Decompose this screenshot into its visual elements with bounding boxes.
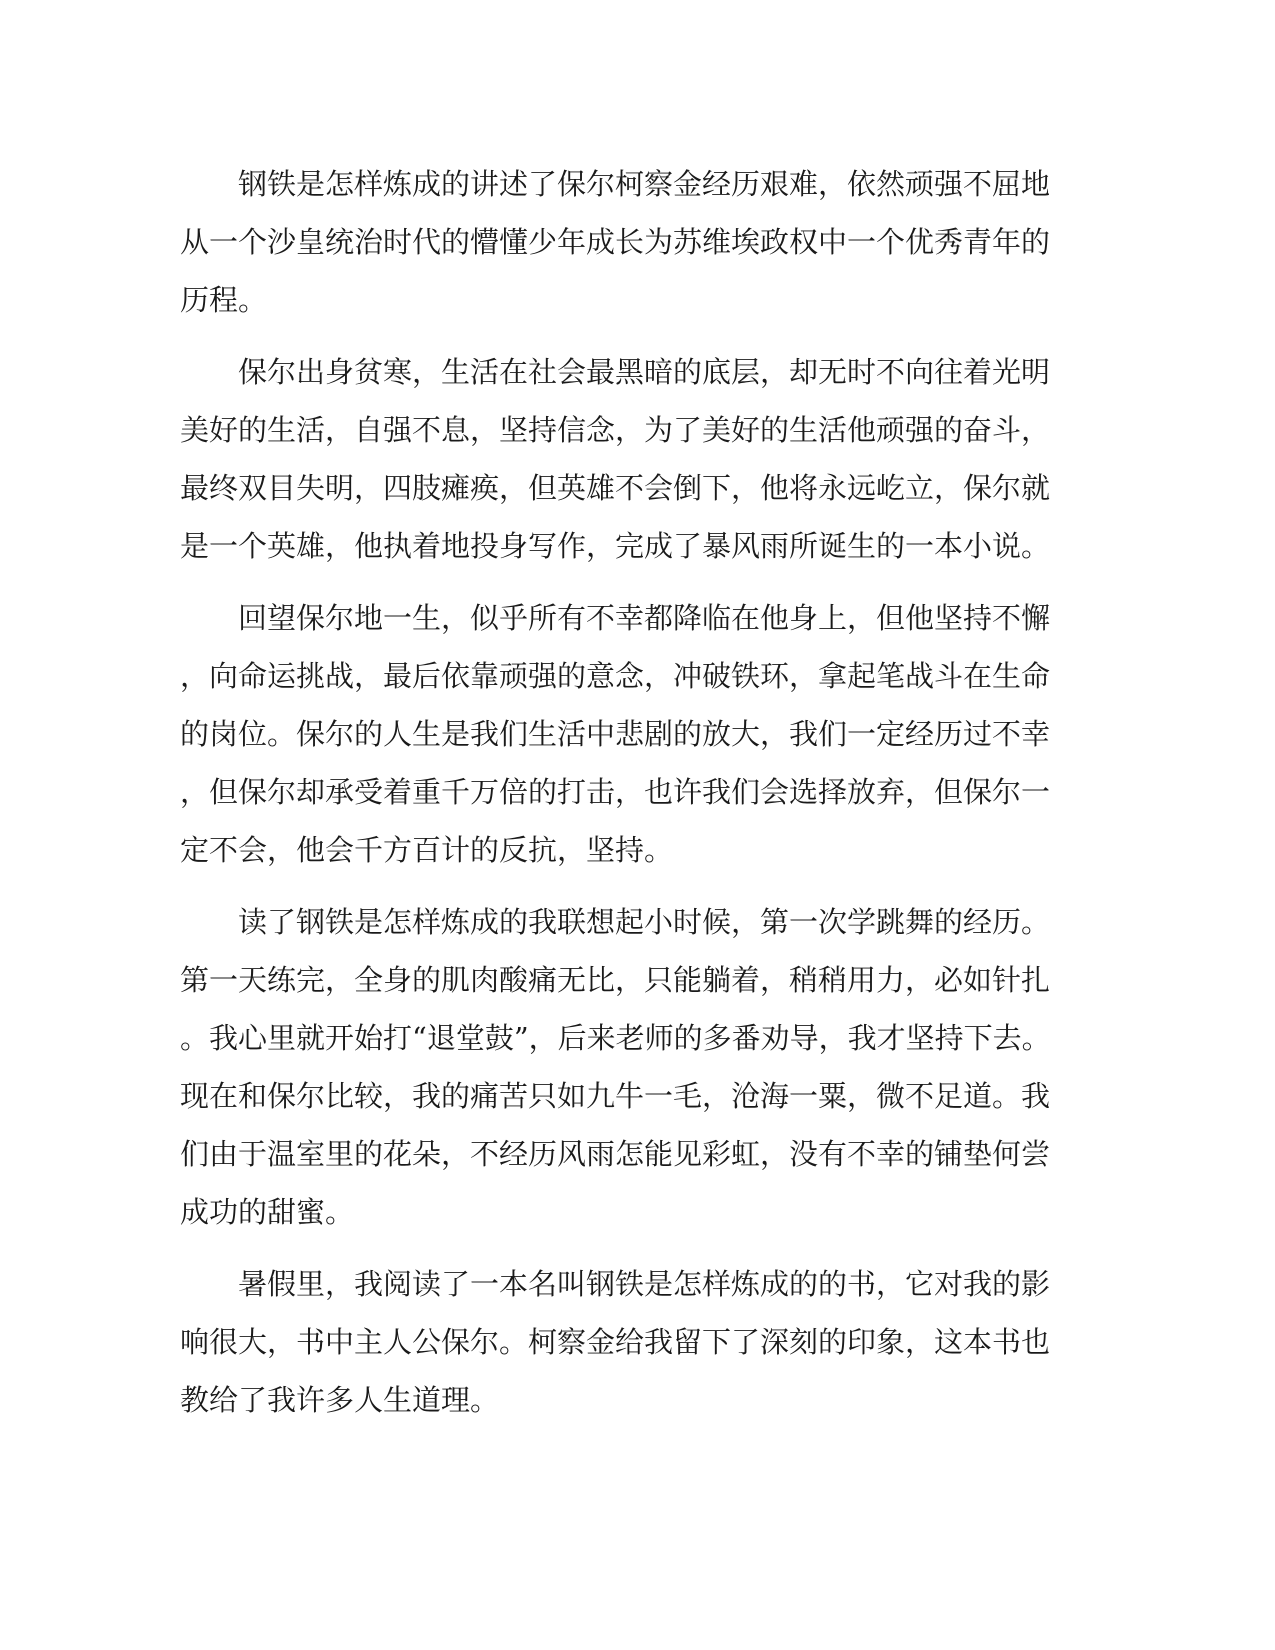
text-line: 成功的甜蜜。 bbox=[180, 1195, 355, 1229]
text-line: 历程。 bbox=[180, 283, 268, 317]
text-line: 现在和保尔比较，我的痛苦只如九牛一毛，沧海一粟，微不足道。我 bbox=[180, 1079, 1051, 1113]
document-body bbox=[180, 155, 1051, 1429]
text-line: 从一个沙皇统治时代的懵懂少年成长为苏维埃政权中一个优秀青年的 bbox=[180, 225, 1051, 259]
text-line: 定不会，他会千方百计的反抗，坚持。 bbox=[180, 833, 674, 867]
paragraph-1 bbox=[180, 155, 1051, 329]
text-line: 教给了我许多人生道理。 bbox=[180, 1383, 500, 1417]
text-line: 暑假里，我阅读了一本名叫钢铁是怎样炼成的的书，它对我的影 bbox=[180, 1267, 1051, 1301]
text-line: 读了钢铁是怎样炼成的我联想起小时候，第一次学跳舞的经历。 bbox=[180, 905, 1051, 939]
text-line: 最终双目失明，四肢瘫痪，但英雄不会倒下，他将永远屹立，保尔就 bbox=[180, 471, 1051, 505]
paragraph-2 bbox=[180, 343, 1051, 575]
text-line: 美好的生活，自强不息，坚持信念，为了美好的生活他顽强的奋斗， bbox=[180, 413, 1051, 447]
text-line: ，向命运挑战，最后依靠顽强的意念，冲破铁环，拿起笔战斗在生命 bbox=[180, 659, 1051, 693]
text-line: 是一个英雄，他执着地投身写作，完成了暴风雨所诞生的一本小说。 bbox=[180, 529, 1051, 563]
text-line: 响很大，书中主人公保尔。柯察金给我留下了深刻的印象，这本书也 bbox=[180, 1325, 1051, 1359]
text-line: 回望保尔地一生，似乎所有不幸都降临在他身上，但他坚持不懈 bbox=[180, 601, 1051, 635]
text-line: ，但保尔却承受着重千万倍的打击，也许我们会选择放弃，但保尔一 bbox=[180, 775, 1051, 809]
text-line: 钢铁是怎样炼成的讲述了保尔柯察金经历艰难，依然顽强不屈地 bbox=[180, 167, 1051, 201]
text-line: 保尔出身贫寒，生活在社会最黑暗的底层，却无时不向往着光明 bbox=[180, 355, 1051, 389]
paragraph-5 bbox=[180, 1255, 1051, 1429]
text-line: 。我心里就开始打“退堂鼓”，后来老师的多番劝导，我才坚持下去。 bbox=[180, 1021, 1051, 1055]
text-line: 第一天练完，全身的肌肉酸痛无比，只能躺着，稍稍用力，必如针扎 bbox=[180, 963, 1051, 997]
paragraph-4 bbox=[180, 893, 1051, 1241]
paragraph-3 bbox=[180, 589, 1051, 879]
text-line: 们由于温室里的花朵，不经历风雨怎能见彩虹，没有不幸的铺垫何尝 bbox=[180, 1137, 1051, 1171]
text-line: 的岗位。保尔的人生是我们生活中悲剧的放大，我们一定经历过不幸 bbox=[180, 717, 1051, 751]
